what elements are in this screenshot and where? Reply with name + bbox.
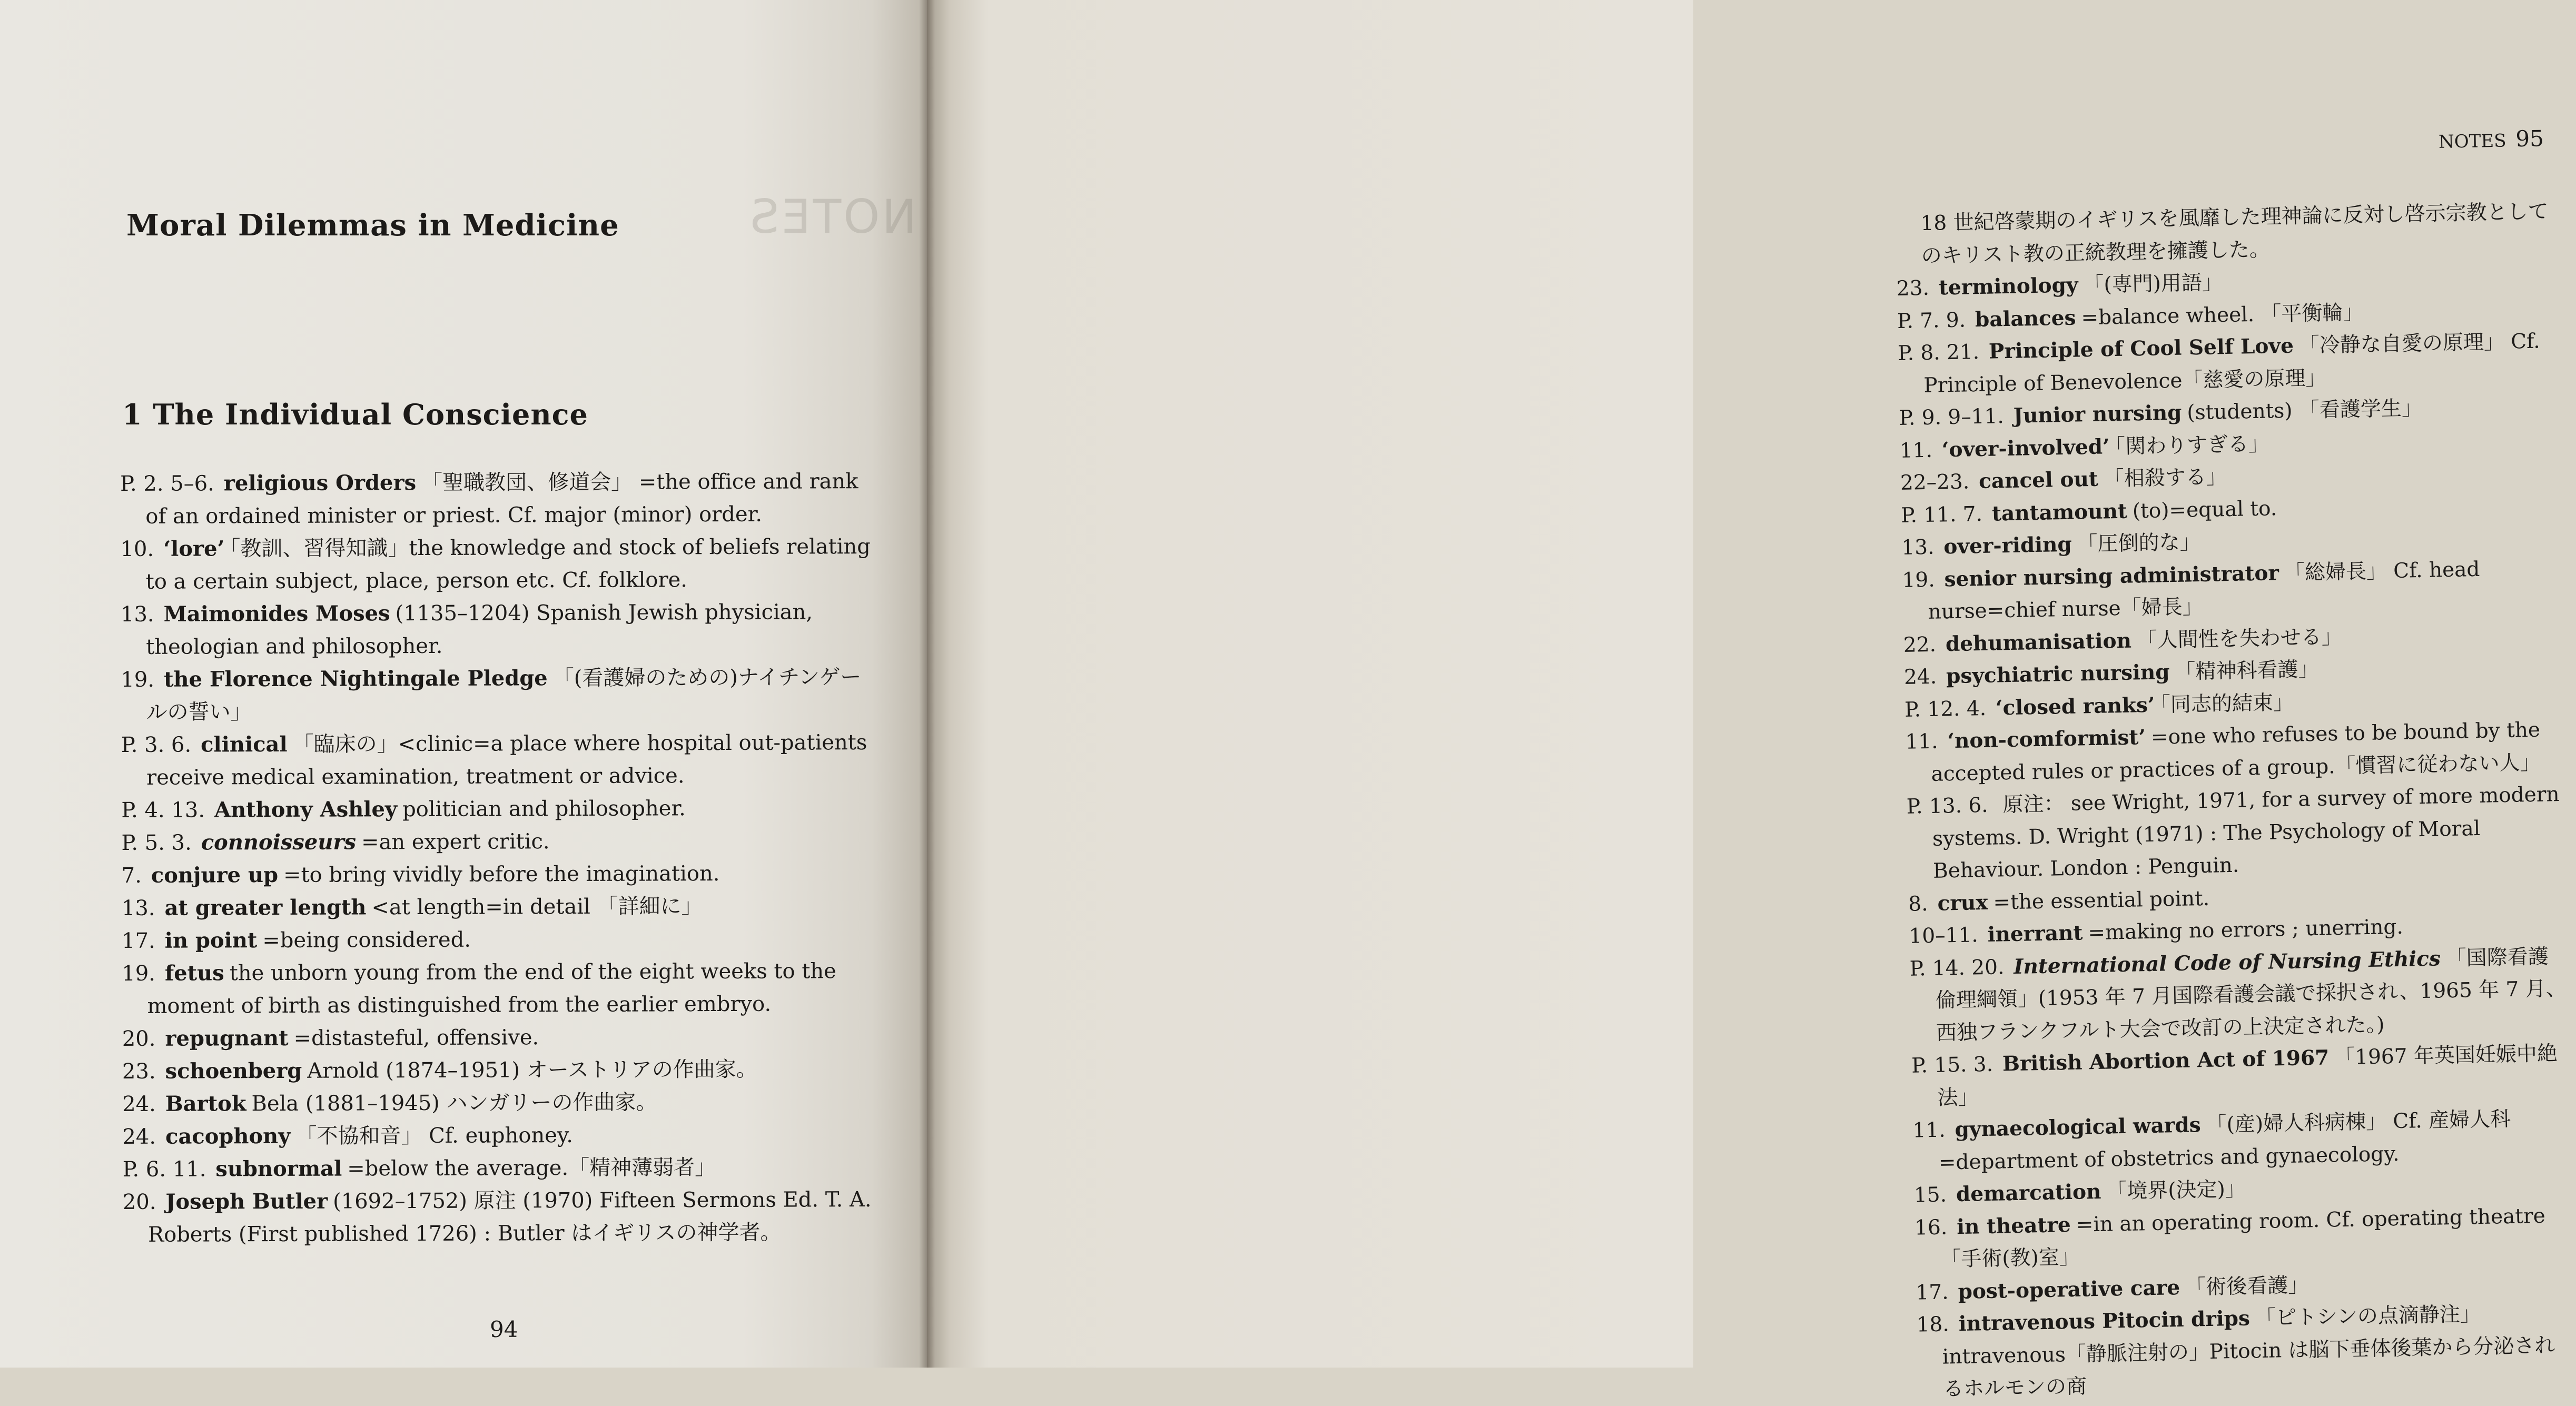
chapter-title: 1 The Individual Conscience <box>122 398 588 431</box>
note-gloss: 「同志的結束」 <box>2160 690 2294 717</box>
note-headword: balances <box>1975 305 2076 332</box>
note-gloss: <at length=in detail 「詳細に」 <box>371 894 703 920</box>
note-entry <box>1905 714 2564 791</box>
page-number-right: 95 <box>2515 125 2544 152</box>
note-reference: 16. <box>1914 1215 1948 1240</box>
note-reference: 24. <box>1903 665 1937 689</box>
note-reference: 13. <box>1901 535 1935 560</box>
note-entry <box>1909 940 2569 1049</box>
note-headword: International Code of Nursing Ethics <box>2013 946 2441 979</box>
note-gloss: 「関わりすぎる」 <box>2115 431 2269 459</box>
note-reference: 11. <box>1899 438 1933 463</box>
note-headword: post-operative care <box>1958 1275 2180 1304</box>
note-gloss: =an expert critic. <box>361 829 550 855</box>
note-reference: 17. <box>122 928 155 953</box>
note-gloss: 「聖職教団、修道会」 =the office and rank of an ordained minister or priest. Cf. major (minor) order. <box>145 469 858 529</box>
note-gloss: the unborn young from the end of the eight weeks to the moment of birth as distinguished from the earlier embryo. <box>147 959 836 1018</box>
note-entry <box>121 824 880 859</box>
note-entry <box>122 1085 881 1121</box>
note-gloss: politician and philosopher. <box>402 796 686 822</box>
note-gloss: 「臨床の」<clinic=a place where hospital out-patients receive medical examination, treatment or advice. <box>146 730 867 790</box>
note-headword: religious Orders <box>223 470 417 496</box>
note-headword: ‘closed ranks’ <box>1995 692 2155 720</box>
note-gloss: 「1967 年英国妊娠中絶法」 <box>1937 1042 2558 1110</box>
note-reference: 22–23. <box>1900 470 1970 495</box>
note-gloss: 「(専門)用語」 <box>2083 271 2223 298</box>
note-headword: Anthony Ashley <box>214 797 398 823</box>
note-reference: P. 11. 7. <box>1900 502 1983 528</box>
note-headword: Maimonides Moses <box>163 601 390 627</box>
note-reference: 10. <box>120 537 154 561</box>
note-reference: P. 4. 13. <box>121 798 205 823</box>
note-gloss: (students) 「看護学生」 <box>2186 396 2423 425</box>
note-gloss: 「(産)婦人科病棟」 Cf. 産婦人科=department of obstetrics and gynaecology. <box>1938 1107 2511 1175</box>
note-reference: 22. <box>1903 632 1937 657</box>
note-headword: fetus <box>164 961 224 986</box>
note-gloss: 「境界(決定)」 <box>2106 1177 2246 1204</box>
note-reference: 20. <box>122 1190 156 1214</box>
note-entry <box>121 596 879 664</box>
note-entry <box>1912 1102 2572 1180</box>
note-headword: crux <box>1937 890 1988 916</box>
note-entry <box>122 889 880 925</box>
note-reference: 13. <box>120 602 154 627</box>
note-reference: 23. <box>122 1059 156 1084</box>
note-reference: 8. <box>1908 892 1929 916</box>
note-headword: terminology <box>1938 273 2078 300</box>
note-entry <box>1914 1199 2574 1276</box>
note-reference: 15. <box>1913 1183 1947 1207</box>
note-headword: subnormal <box>215 1156 342 1182</box>
note-entry <box>123 1183 881 1251</box>
note-headword: ‘lore’ <box>163 536 225 561</box>
note-reference: P. 5. 3. <box>121 830 192 855</box>
note-headword: Joseph Butler <box>165 1189 328 1214</box>
note-gloss: 「総婦長」 Cf. head nurse=chief nurse「婦長」 <box>1928 557 2480 624</box>
note-headword: Principle of Cool Self Love <box>1988 333 2294 364</box>
note-entry <box>122 922 880 957</box>
note-entry <box>121 791 880 827</box>
note-gloss: 「冷静な自愛の原理」 Cf. Principle of Benevolence「慈愛の原理」 <box>1923 329 2540 398</box>
note-headword: Bartok <box>165 1091 246 1116</box>
book-gutter <box>919 0 935 1368</box>
note-headword: over-riding <box>1943 532 2072 559</box>
note-reference: 10–11. <box>1909 923 1979 948</box>
left-page <box>0 0 927 1368</box>
note-reference: 17. <box>1916 1280 1949 1305</box>
note-headword <box>1997 793 1998 817</box>
note-reference: 24. <box>122 1092 156 1116</box>
note-headword: cacophony <box>165 1123 291 1149</box>
note-reference: 19. <box>121 667 155 692</box>
note-headword: dehumanisation <box>1945 628 2132 656</box>
note-entry <box>120 530 879 598</box>
note-reference: P. 12. 4. <box>1904 696 1987 722</box>
note-gloss: 「教訓、習得知識」the knowledge and stock of beliefs relating to a certain subject, place, person etc. Cf. folklore. <box>145 534 871 594</box>
right-notes-list <box>1895 195 2576 1406</box>
note-gloss: =to bring vividly before the imagination. <box>283 862 720 887</box>
note-headword: senior nursing administrator <box>1944 560 2279 591</box>
note-gloss: (1692–1752) 原注 (1970) Fifteen Sermons Ed. T. A. Roberts (First published 1726) : Butler はイギリスの神学者。 <box>148 1187 872 1247</box>
show-through-text: NOTES <box>748 190 917 244</box>
note-headword: cancel out <box>1978 467 2099 494</box>
note-gloss: =distasteful, offensive. <box>293 1025 539 1051</box>
note-headword: in theatre <box>1956 1212 2071 1239</box>
note-entry <box>121 726 880 794</box>
note-reference: 20. <box>122 1026 156 1051</box>
note-entry <box>123 1151 881 1186</box>
note-entry <box>122 1020 881 1055</box>
note-headword: conjure up <box>151 862 279 888</box>
note-gloss: 「ピトシンの点滴静注」intravenous「静脈注射の」Pitocin は脳下垂体後葉から分泌されるホルモンの商 <box>1942 1302 2555 1401</box>
note-reference: 18. <box>1916 1312 1950 1337</box>
note-gloss: =making no errors ; unerring. <box>2087 915 2404 945</box>
note-gloss: (1135–1204) Spanish Jewish physician, theologian and philosopher. <box>146 600 813 659</box>
running-head-title: NOTES <box>2438 130 2506 153</box>
note-gloss: 「国際看護倫理綱領」(1953 年 7 月国際看護会議で採択され、1965 年 7 月、西独フランクフルト大会で改訂の上決定された。) <box>1935 944 2567 1045</box>
note-reference: 24. <box>122 1124 156 1149</box>
note-entry <box>1906 778 2566 888</box>
note-headword: demarcation <box>1956 1179 2101 1207</box>
note-entry <box>121 661 879 729</box>
note-entry <box>122 1118 881 1153</box>
note-entry <box>122 1053 881 1088</box>
note-gloss: 「圧倒的な」 <box>2077 530 2201 557</box>
note-entry <box>1898 325 2557 402</box>
note-reference: P. 15. 3. <box>1911 1052 1993 1078</box>
note-gloss: 「相殺する」 <box>2103 465 2227 491</box>
note-gloss: Bela (1881–1945) ハンガリーの作曲家。 <box>251 1090 657 1116</box>
note-headword: inerrant <box>1987 920 2083 947</box>
note-reference: 13. <box>121 896 155 920</box>
note-gloss: 「(看護婦のための)ナイチンゲールの誓い」 <box>146 665 862 725</box>
note-gloss: 「精神科看護」 <box>2175 657 2319 684</box>
note-reference: 23. <box>1896 276 1930 301</box>
note-headword: in point <box>164 928 258 953</box>
note-headword: schoenberg <box>165 1058 302 1084</box>
note-gloss: =in an operating room. Cf. operating theatre「手術(教)室」 <box>1940 1204 2546 1272</box>
note-reference: P. 14. 20. <box>1909 955 2005 981</box>
note-headword: ‘non-comformist’ <box>1947 725 2146 754</box>
note-gloss: 「人間性を失わせる」 <box>2136 625 2343 652</box>
note-headword: at greater length <box>164 895 367 920</box>
note-gloss: Arnold (1874–1951) オーストリアの作曲家。 <box>307 1057 757 1083</box>
note-reference: P. 9. 9–11. <box>1899 404 2005 430</box>
book-title: Moral Dilemmas in Medicine <box>126 208 619 243</box>
note-entry <box>1916 1296 2576 1406</box>
note-headword: ‘over-involved’ <box>1941 434 2110 462</box>
note-gloss: 原注： see Wright, 1971, for a survey of more modern systems. D. Wright (1971) : The Psychology of Moral Behaviour. London : Penguin. <box>1932 782 2560 883</box>
continuation-text: 18 世紀啓蒙期のイギリスを風靡した理神論に反対し啓示宗教としてのキリスト教の正統教理を擁護した。 <box>1920 200 2549 268</box>
note-gloss: =one who refuses to be bound by the accepted rules or practices of a group.「慣習に従わない人」 <box>1931 718 2541 786</box>
note-gloss: =balance wheel. 「平衡輪」 <box>2081 300 2364 330</box>
right-page <box>927 0 2567 1401</box>
note-reference: 19. <box>1902 568 1936 592</box>
note-gloss: =the essential point. <box>1993 886 2210 915</box>
note-reference: P. 13. 6. <box>1906 793 1989 819</box>
note-reference: P. 7. 9. <box>1897 308 1966 333</box>
note-gloss: =being considered. <box>262 927 471 953</box>
note-entry <box>1902 551 2561 629</box>
note-headword: the Florence Nightingale Pledge <box>163 666 548 692</box>
note-headword: clinical <box>201 731 288 757</box>
note-headword: gynaecological wards <box>1955 1113 2202 1142</box>
note-headword: psychiatric nursing <box>1946 660 2170 689</box>
note-reference: P. 8. 21. <box>1897 340 1980 365</box>
note-gloss: =below the average.「精神薄弱者」 <box>347 1155 716 1181</box>
note-gloss: 「術後看護」 <box>2185 1273 2309 1300</box>
page-number-left: 94 <box>490 1316 518 1342</box>
note-entry <box>1911 1037 2571 1115</box>
note-headword: connoisseurs <box>201 829 357 855</box>
note-headword: tantamount <box>1991 499 2128 526</box>
note-gloss: (to)=equal to. <box>2132 496 2277 523</box>
running-head <box>2439 125 2544 153</box>
note-reference: 19. <box>122 961 156 986</box>
note-reference: 11. <box>1912 1118 1946 1143</box>
note-entry <box>122 857 880 892</box>
note-entry <box>120 465 879 533</box>
note-gloss: 「不協和音」 Cf. euphoney. <box>295 1123 573 1148</box>
note-headword: Junior nursing <box>2013 400 2182 428</box>
note-headword: repugnant <box>165 1025 289 1051</box>
note-headword: British Abortion Act of 1967 <box>2002 1045 2330 1076</box>
note-reference: P. 2. 5–6. <box>120 471 214 496</box>
note-headword: intravenous Pitocin drips <box>1958 1306 2251 1336</box>
left-notes-list <box>120 465 881 1251</box>
note-reference: 7. <box>121 863 142 888</box>
note-entry <box>122 955 880 1023</box>
note-reference: P. 3. 6. <box>121 732 192 757</box>
note-reference: P. 6. 11. <box>122 1157 206 1182</box>
note-reference: 11. <box>1905 729 1938 754</box>
